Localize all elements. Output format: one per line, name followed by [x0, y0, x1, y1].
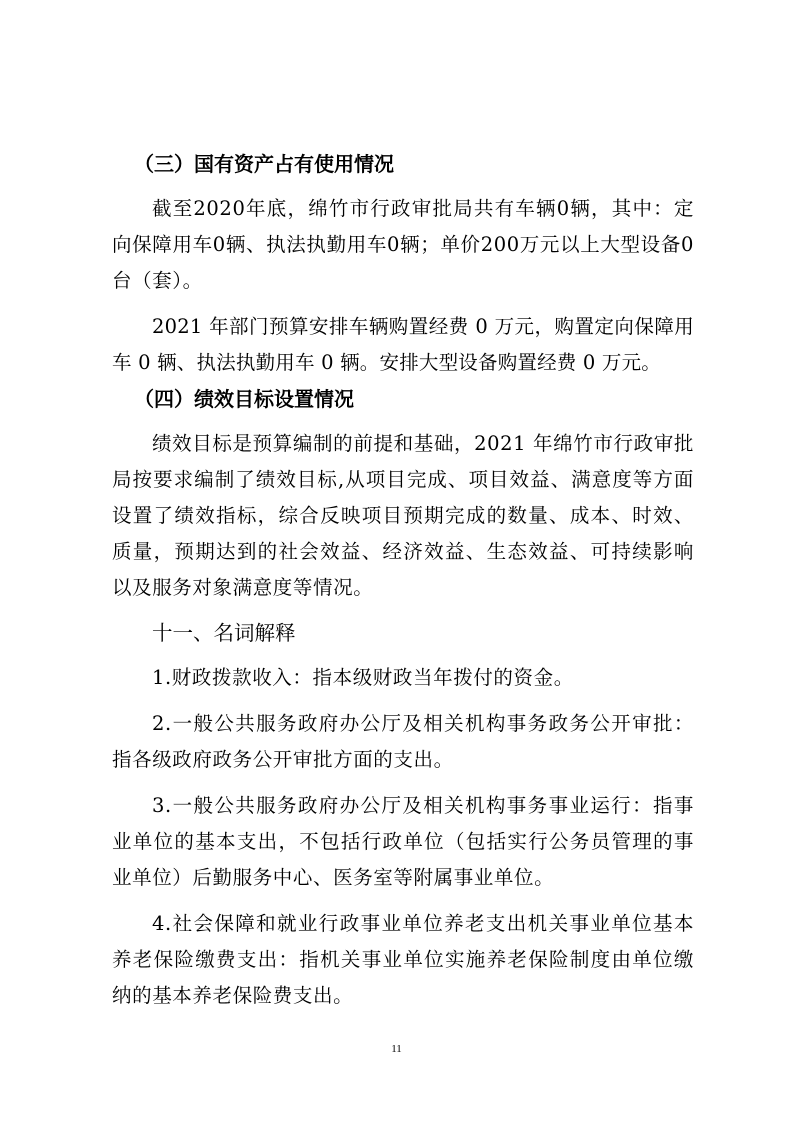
glossary-item-1: 1.财政拨款收入：指本级财政当年拨付的资金。	[152, 666, 574, 689]
page-number: 11	[391, 1043, 402, 1055]
glossary-item-2: 2.一般公共服务政府办公厅及相关机构事务政务公开审批：指各级政府政务公开审批方面的支出。	[112, 712, 694, 771]
paragraph-assets-vehicles: 截至2020年底，绵竹市行政审批局共有车辆0辆，其中：定向保障用车0辆、执法执勤用车0辆；单价200万元以上大型设备0台（套）。	[112, 197, 694, 292]
glossary-item-4: 4.社会保障和就业行政事业单位养老支出机关事业单位基本养老保险缴费支出：指机关事业单位实施养老保险制度由单位缴纳的基本养老保险费支出。	[112, 912, 694, 1007]
section-heading-glossary: 十一、名词解释	[152, 621, 296, 645]
page-content	[112, 146, 694, 1014]
paragraph-performance-targets: 绩效目标是预算编制的前提和基础，2021 年绵竹市行政审批局按要求编制了绩效目标,从项目完成、项目效益、满意度等方面设置了绩效指标，综合反映项目预期完成的数量、成本、时效、质量，预期达到的社会效益、经济效益、生态效益、可持续影响以及服务对象满意度等情况。	[112, 432, 694, 599]
glossary-item-3: 3.一般公共服务政府办公厅及相关机构事务事业运行：指事业单位的基本支出，不包括行政单位（包括实行公务员管理的事业单位）后勤服务中心、医务室等附属事业单位。	[112, 794, 694, 889]
section-heading-performance: （四）绩效目标设置情况	[134, 387, 354, 411]
paragraph-assets-budget: 2021 年部门预算安排车辆购置经费 0 万元，购置定向保障用车 0 辆、执法执勤用车 0 辆。安排大型设备购置经费 0 万元。	[112, 315, 694, 374]
section-heading-assets: （三）国有资产占有使用情况	[134, 152, 394, 176]
